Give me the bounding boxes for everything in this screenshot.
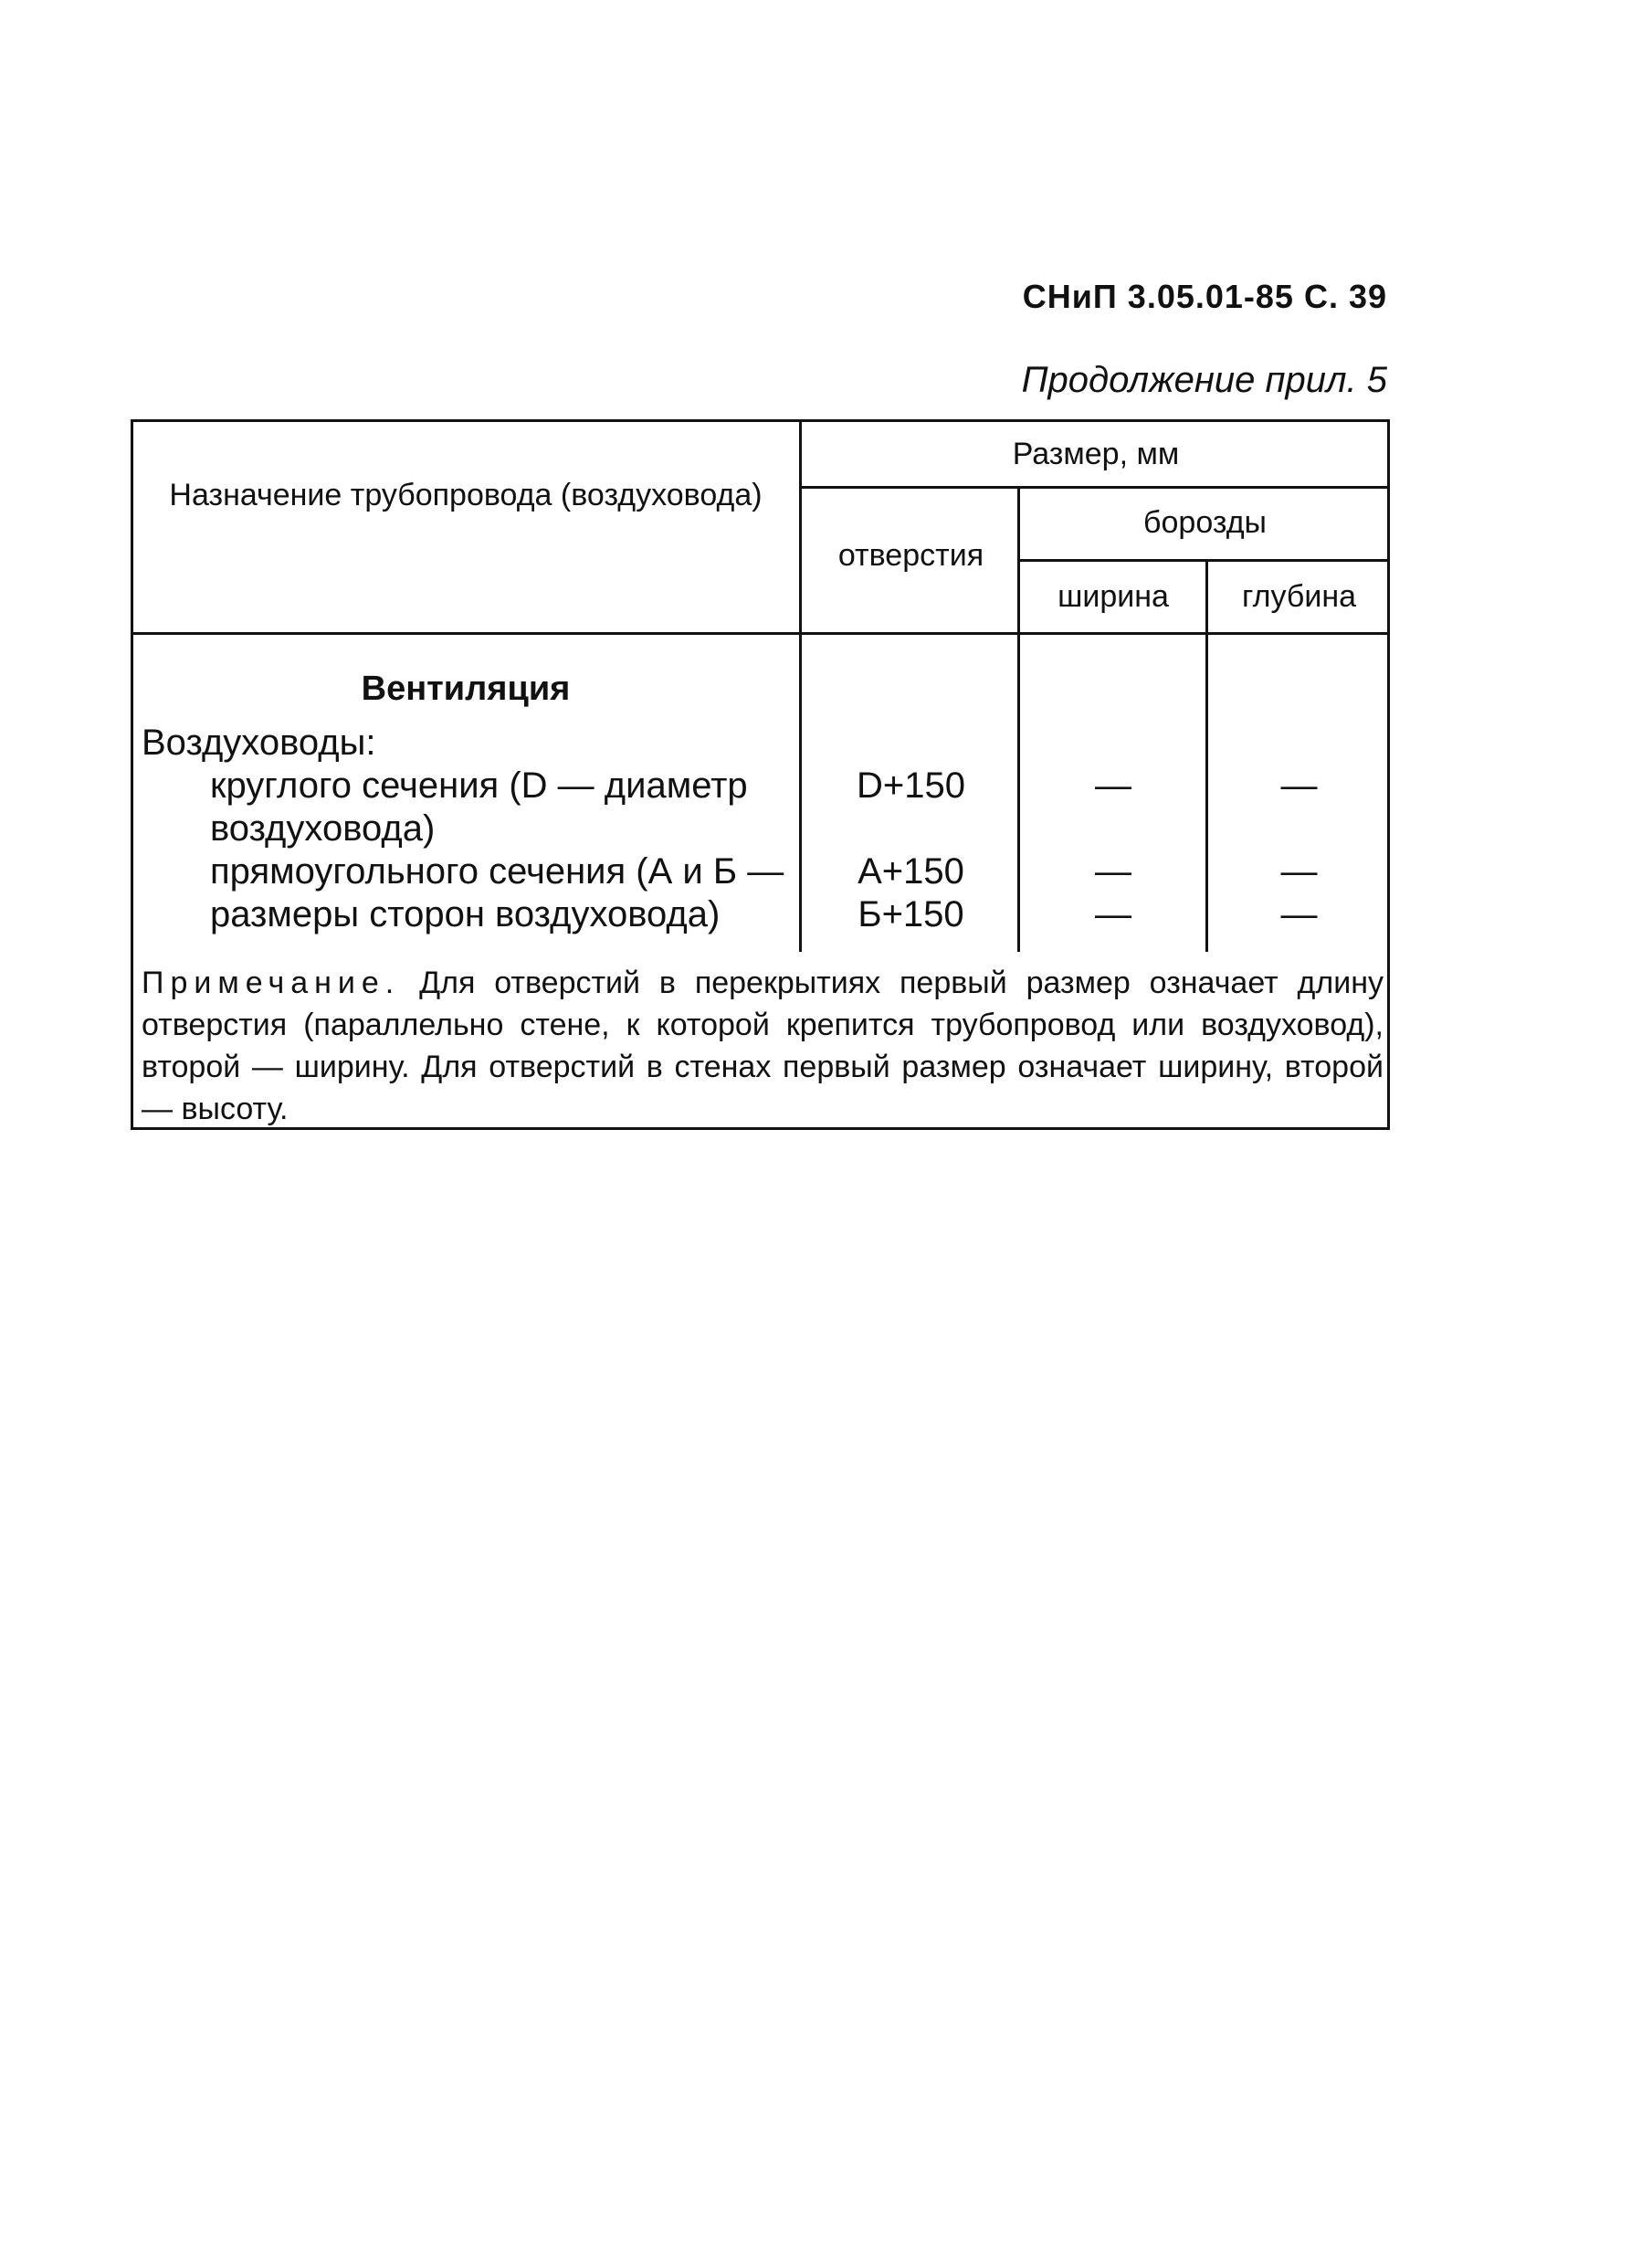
header-size: Размер, мм xyxy=(1012,437,1180,471)
header-width: ширина xyxy=(1057,579,1169,614)
row2-text-line2: размеры сторон воздуховода) xyxy=(210,894,721,934)
row2-width-a: — xyxy=(1095,851,1131,892)
rule-v-purpose xyxy=(799,419,802,952)
header-purpose: Назначение трубопровода (воздуховода) xyxy=(169,478,763,512)
row1-opening: D+150 xyxy=(857,765,965,806)
note-label: Примечание. xyxy=(142,966,401,1000)
continuation-label: Продолжение прил. 5 xyxy=(1021,360,1387,400)
row2-depth-a: — xyxy=(1280,851,1318,892)
rule-h-size xyxy=(799,486,1390,489)
row1-text-line2: воздуховода) xyxy=(210,808,436,849)
row1-text-line1: круглого сечения (D — диаметр xyxy=(210,765,748,806)
row2-opening-a: А+150 xyxy=(858,851,964,892)
doc-code: СНиП 3.05.01-85 С. 39 xyxy=(1022,278,1387,315)
row2-depth-b: — xyxy=(1280,894,1318,934)
row1-width: — xyxy=(1095,765,1131,806)
row2-text-line1: прямоугольного сечения (А и Б — xyxy=(210,851,784,892)
note-text: Для отверстий в перекрытиях первый размер означает длину отверстия (параллельно стене, к которой крепится трубопровод или воздуховод), второй — ширину. Для отверстий в стенах первый размер означает ширину, второй — высоту. xyxy=(142,966,1384,1126)
section-title: Вентиляция xyxy=(361,670,571,708)
row1-depth: — xyxy=(1280,765,1318,806)
rule-h-header xyxy=(131,632,1390,635)
header-opening: отверстия xyxy=(837,538,984,573)
group-label: Воздуховоды: xyxy=(142,723,376,763)
rule-h-grooves xyxy=(1017,559,1390,562)
header-depth: глубина xyxy=(1241,579,1357,614)
row2-opening-b: Б+150 xyxy=(858,894,964,934)
table-note xyxy=(142,962,1384,1130)
header-grooves: борозды xyxy=(1143,505,1267,540)
row2-width-b: — xyxy=(1095,894,1131,934)
